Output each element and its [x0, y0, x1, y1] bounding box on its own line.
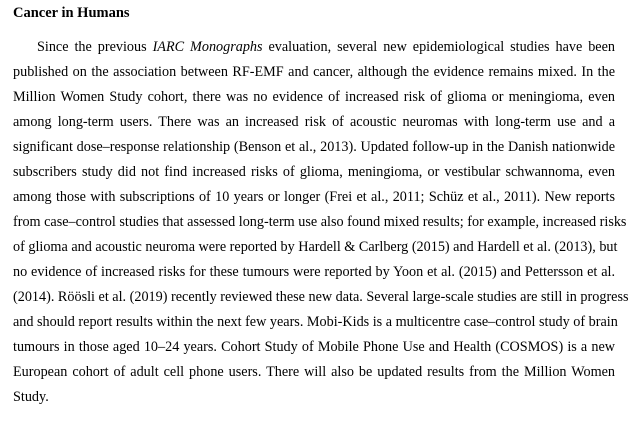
paragraph-line-9: of glioma and acoustic neuroma were reported by Hardell & Carlberg (2015) and Hardell et al. (2013), but [13, 239, 618, 255]
line-1-text-start: Since the previous [37, 39, 153, 55]
paragraph-line-2: published on the association between RF-EMF and cancer, although the evidence remains mixed. In the [13, 64, 615, 80]
monograph-title: IARC Monographs [152, 39, 263, 55]
paragraph-line-12: and should report results within the next few years. Mobi-Kids is a multicentre case–control study of brain [13, 314, 618, 330]
paragraph-line-4: among long-term users. There was an increased risk of acoustic neuromas with long-term use and a [13, 114, 615, 130]
paragraph-line-6: subscribers study did not find increased risks of glioma, meningioma, or vestibular schwannoma, even [13, 164, 615, 180]
paragraph-line-3: Million Women Study cohort, there was no evidence of increased risk of glioma or meningioma, even [13, 89, 615, 105]
paragraph-line-1 [37, 38, 615, 56]
line-1-text-end: evaluation, several new epidemiological studies have been [262, 39, 615, 55]
paragraph-line-13: tumours in those aged 10–24 years. Cohort Study of Mobile Phone Use and Health (COSMOS) is a new [13, 339, 615, 355]
paragraph-line-5: significant dose–response relationship (Benson et al., 2013). Updated follow-up in the Danish nationwide [13, 139, 615, 155]
paragraph-line-7: among those with subscriptions of 10 years or longer (Frei et al., 2011; Schüz et al., 2011). New reports [13, 189, 615, 205]
paragraph-line-11: (2014). Röösli et al. (2019) recently reviewed these new data. Several large-scale studies are still in progress [13, 289, 629, 305]
paragraph-line-8: from case–control studies that assessed long-term use also found mixed results; for example, increased risks [13, 214, 627, 230]
section-heading: Cancer in Humans [13, 5, 130, 21]
paragraph-line-14: European cohort of adult cell phone users. There will also be updated results from the Million Women [13, 364, 615, 380]
paragraph-line-10: no evidence of increased risks for these tumours were reported by Yoon et al. (2015) and Pettersson et al. [13, 264, 615, 280]
paragraph-line-15: Study. [13, 389, 49, 405]
